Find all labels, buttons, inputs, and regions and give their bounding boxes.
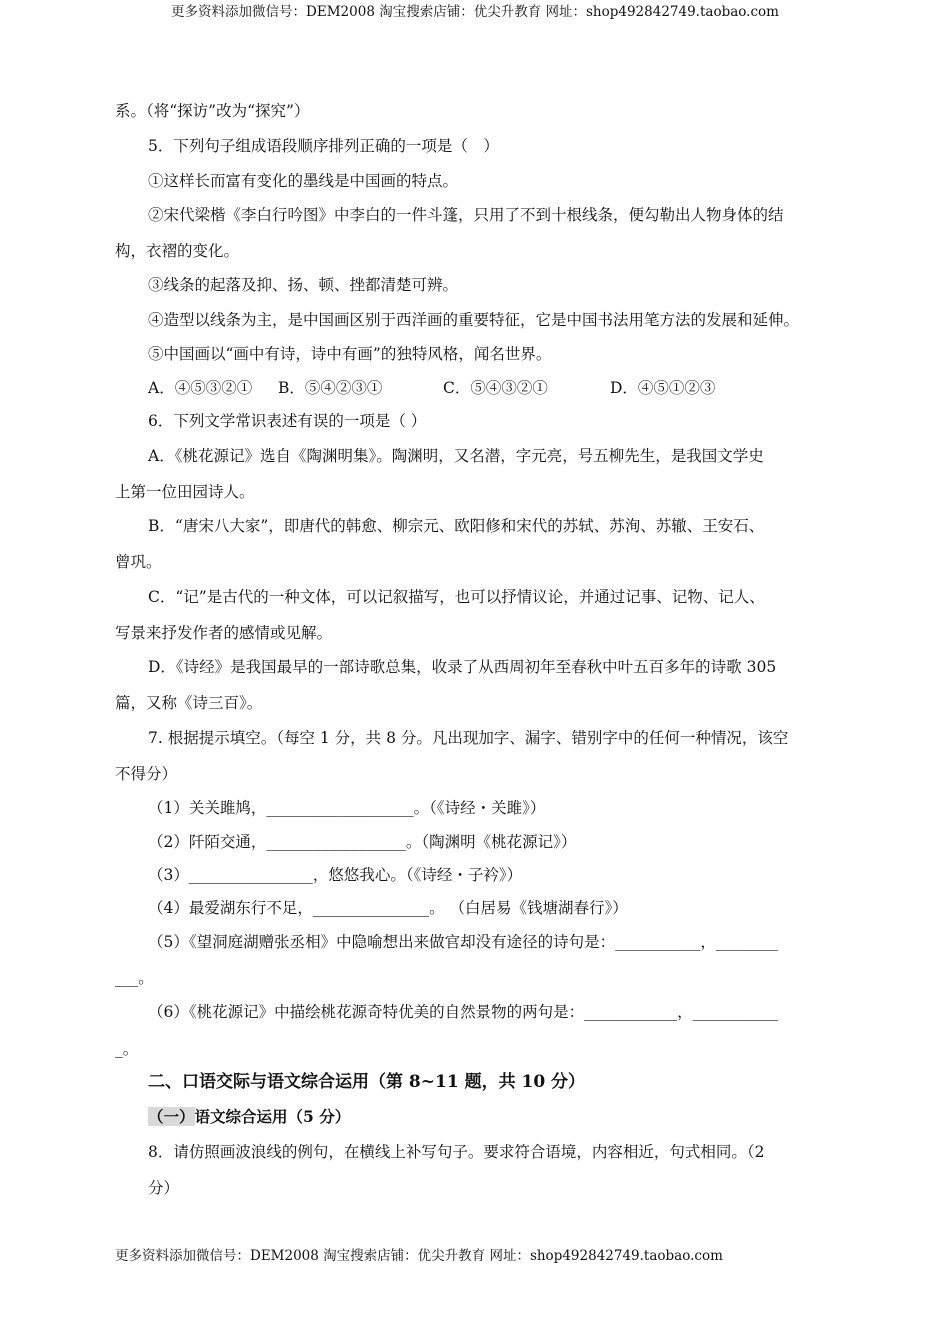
subsection-title: 语文综合运用（5 分） [194,1107,351,1126]
q4-tail-line: 系。（将“探访”改为“探究”） [115,102,310,120]
q6-option-d-cont: 篇，又称《诗三百》。 [115,694,263,712]
q8-stem-cont: 分） [148,1179,180,1197]
page-footer: 更多资料添加微信号：DEM2008 淘宝搜索店铺：优尖升教育 网址：shop492842749.taobao.com [115,1248,723,1264]
q7-stem-cont: 不得分） [115,765,178,783]
q5-option-c: C．⑤④③②① [443,379,548,397]
q7-item-6-cont: _。 [115,1040,139,1058]
q5-options [148,378,868,398]
q8-stem: 8．请仿照画波浪线的例句，在横线上补写句子。要求符合语境，内容相近，句式相同。（2 [148,1143,765,1161]
subsection-heading [148,1107,350,1127]
q7-item-2: （2）阡陌交通，__________________。（陶渊明《桃花源记》） [148,833,577,851]
q6-option-b: B．“唐宋八大家”，即唐代的韩愈、柳宗元、欧阳修和宋代的苏轼、苏洵、苏辙、王安石、 [148,517,765,535]
q7-item-5-cont: ___。 [115,969,154,987]
q6-stem: 6．下列文学常识表述有误的一项是（ ） [148,412,427,430]
q6-option-c-cont: 写景来抒发作者的感情或见解。 [115,624,333,642]
q5-sentence-3: ③线条的起落及抑、扬、顿、挫都清楚可辨。 [148,276,459,294]
q5-option-b: B．⑤④②③① [278,379,383,397]
q5-sentence-2-cont: 构，衣褶的变化。 [115,242,240,260]
q6-option-b-cont: 曾巩。 [115,553,162,571]
q5-sentence-2: ②宋代梁楷《李白行吟图》中李白的一件斗篷，只用了不到十根线条，便勾勒出人物身体的结 [148,206,784,224]
q5-stem: 5．下列句子组成语段顺序排列正确的一项是（ ） [148,137,499,155]
q6-option-c: C．“记”是古代的一种文体，可以记叙描写，也可以抒情议论，并通过记事、记物、记人、 [148,588,765,606]
q6-option-a: A．《桃花源记》选自《陶渊明集》。陶渊明，又名潜，字元亮，号五柳先生，是我国文学史 [148,447,764,465]
q7-item-4: （4）最爱湖东行不足，_______________。 （白居易《钱塘湖春行》） [148,899,628,917]
page-header: 更多资料添加微信号：DEM2008 淘宝搜索店铺：优尖升教育 网址：shop492842749.taobao.com [171,4,779,20]
section-2-heading: 二、口语交际与语文综合运用（第 8~11 题，共 10 分） [148,1072,586,1092]
subsection-number: （一） [148,1107,195,1126]
q7-item-6: （6）《桃花源记》中描绘桃花源奇特优美的自然景物的两句是：____________，___________ [148,1003,778,1021]
q5-option-a: A．④⑤③②① [148,379,253,397]
q5-sentence-5: ⑤中国画以“画中有诗，诗中有画”的独特风格，闻名世界。 [148,345,552,363]
q7-item-1: （1）关关雎鸠，___________________。（《诗经・关雎》） [148,799,546,817]
q7-stem: 7. 根据提示填空。（每空 1 分，共 8 分。凡出现加字、漏字、错别字中的任何一种情况，该空 [148,729,789,747]
q5-option-d: D．④⑤①②③ [610,379,716,397]
q5-sentence-4: ④造型以线条为主，是中国画区别于西洋画的重要特征，它是中国书法用笔方法的发展和延伸。 [148,311,800,329]
q7-item-3: （3）________________，悠悠我心。（《诗经・子衿》） [148,866,523,884]
q6-option-d: D．《诗经》是我国最早的一部诗歌总集，收录了从西周初年至春秋中叶五百多年的诗歌 305 [148,658,777,676]
q7-item-5: （5）《望洞庭湖赠张丞相》中隐喻想出来做官却没有途径的诗句是：___________，________ [148,933,778,951]
q6-option-a-cont: 上第一位田园诗人。 [115,483,255,501]
q5-sentence-1: ①这样长而富有变化的墨线是中国画的特点。 [148,172,459,190]
